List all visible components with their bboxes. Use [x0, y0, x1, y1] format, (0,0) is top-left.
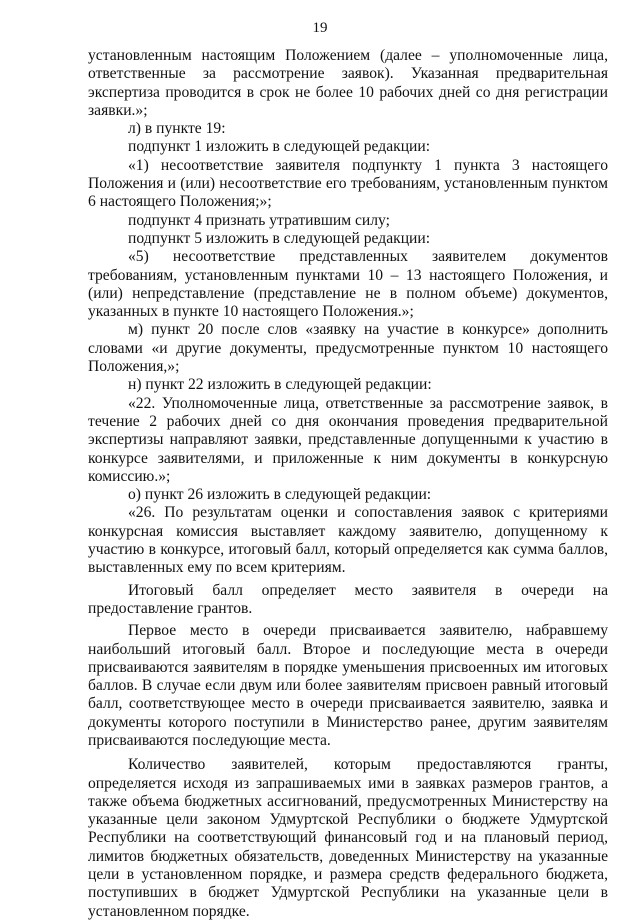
page-number: 19	[312, 20, 328, 36]
paragraph: подпункт 1 изложить в следующей редакции:	[128, 138, 431, 156]
paragraph: м) пункт 20 после слов «заявку на участие в конкурсе» дополнить словами «и другие документы, предусмотренные пунктом 10 настоящего Положения,»;	[88, 321, 608, 376]
paragraph: л) в пункте 19:	[128, 120, 226, 138]
paragraph: н) пункт 22 изложить в следующей редакции:	[128, 376, 432, 394]
paragraph: Итоговый балл определяет место заявителя в очереди на предоставление грантов.	[88, 581, 608, 617]
paragraph: подпункт 5 изложить в следующей редакции:	[128, 229, 431, 247]
paragraph: Первое место в очереди присваивается заявителю, набравшему наибольший итоговый балл. Второе и последующие места в очереди присваиваются заявителям в порядке уменьшения присвоенных им итоговых баллов. В случае если двум или более заявителям присвоен равный итоговый балл, соответствующее место в очереди присваивается заявителю, заявка и документы которого поступили в Министерство ранее, другим заявителям присваиваются последующие места.	[88, 622, 608, 749]
paragraph: Количество заявителей, которым предоставляются гранты, определяется исходя из запрашиваемых ими в заявках размеров грантов, а также объема бюджетных ассигнований, предусмотренных Министерству на указанные цели законом Удмуртской Республики о бюджете Удмуртской Республики на соответствующий финансовый год и на плановый период, лимитов бюджетных обязательств, доведенных Министерству на указанные цели в установленном порядке, и размера средств федерального бюджета, поступивших в бюджет Удмуртской Республики на указанные цели в установленном порядке.	[88, 756, 608, 920]
paragraph: «5) несоответствие представленных заявителем документов требованиям, установленным пунктами 10 – 13 настоящего Положения, и (или) непредставление (представление не в полном объеме) документов, указанных в пункте 10 настоящего Положения.»;	[88, 248, 608, 321]
paragraph: установленным настоящим Положением (далее – уполномоченные лица, ответственные за рассмотрение заявок). Указанная предварительная экспертиза проводится в срок не более 10 рабочих дней со дня регистрации заявки.»;	[88, 47, 608, 119]
paragraph: подпункт 4 признать утратившим силу;	[128, 211, 390, 229]
paragraph: «1) несоответствие заявителя подпункту 1 пункта 3 настоящего Положения и (или) несоответствие его требованиям, установленным пунктом 6 настоящего Положения;»;	[88, 156, 608, 211]
paragraph: «22. Уполномоченные лица, ответственные за рассмотрение заявок, в течение 2 рабочих дней со дня окончания проведения предварительной экспертизы направляют заявки, представленные допущенными к участию в конкурсе заявителями, и приложенные к ним документы в конкурсную комиссию.»;	[88, 394, 608, 485]
paragraph: «26. По результатам оценки и сопоставления заявок с критериями конкурсная комиссия выставляет каждому заявителю, допущенному к участию в конкурсе, итоговый балл, который определяется как сумма баллов, выставленных ему по всем критериям.	[88, 504, 608, 577]
paragraph: о) пункт 26 изложить в следующей редакции:	[128, 486, 432, 504]
document-body	[88, 47, 608, 921]
